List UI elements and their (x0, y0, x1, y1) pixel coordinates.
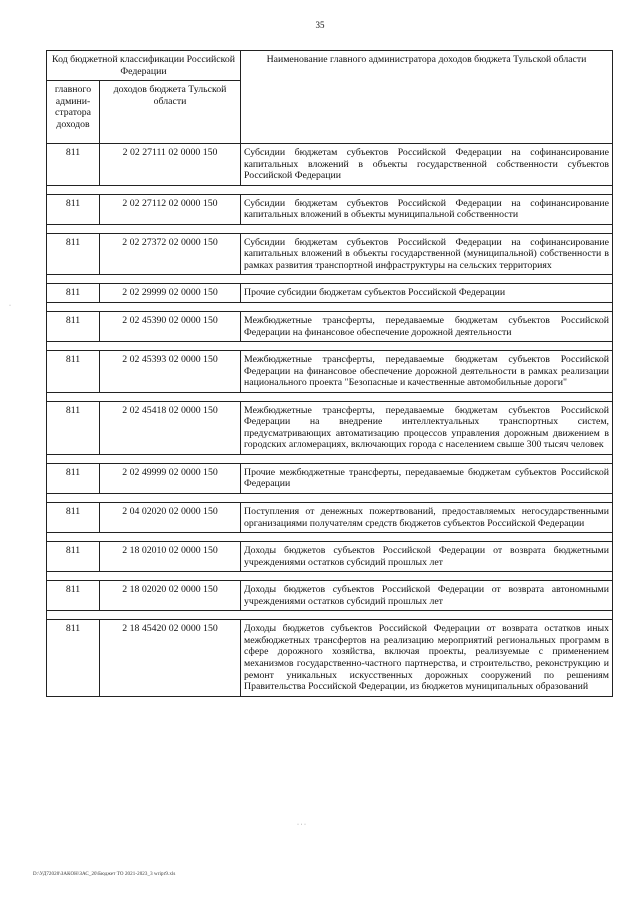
admin-code-cell: 811 (47, 284, 100, 303)
table-row (47, 542, 613, 572)
admin-code-cell: 811 (47, 503, 100, 533)
income-code-cell: 2 02 45418 02 0000 150 (100, 401, 241, 454)
table-row (47, 312, 613, 342)
admin-code-cell: 811 (47, 401, 100, 454)
table-row (47, 144, 613, 186)
admin-code-cell: 811 (47, 351, 100, 393)
name-cell: Поступления от денежных пожертвований, предоставляемых негосударственными организациями получателям средств бюджетов субъектов Российской Федерации (241, 503, 613, 533)
row-gap (47, 454, 613, 463)
file-path-footer: D:\УД72020\ЗАКОН\ЗАС_20\Бюджет ТО 2021-2023_3 wripr9.xls (33, 872, 176, 877)
income-code-cell: 2 04 02020 02 0000 150 (100, 503, 241, 533)
name-cell: Субсидии бюджетам субъектов Российской Федерации на софинансирование капитальных вложений в объекты муниципальной собственности (241, 194, 613, 224)
row-gap (47, 342, 613, 351)
admin-code-cell: 811 (47, 542, 100, 572)
row-gap (47, 533, 613, 542)
name-cell: Субсидии бюджетам субъектов Российской Федерации на софинансирование капитальных вложений в объекты государственной (муниципальной) собственности в рамках развития транспортной инфраструктуры на сельских территориях (241, 233, 613, 275)
income-code-cell: 2 02 45390 02 0000 150 (100, 312, 241, 342)
admin-code-cell: 811 (47, 581, 100, 611)
scan-mark: · (9, 303, 11, 309)
scan-mark: · · · (297, 822, 306, 828)
table-row (47, 351, 613, 393)
row-gap-cell (47, 185, 613, 194)
income-column-header: доходов бюджета Тульской области (100, 81, 241, 144)
table-row (47, 581, 613, 611)
income-code-cell: 2 02 27111 02 0000 150 (100, 144, 241, 186)
budget-revenue-table (46, 50, 613, 697)
row-gap-cell (47, 392, 613, 401)
table-row (47, 194, 613, 224)
income-code-cell: 2 02 27112 02 0000 150 (100, 194, 241, 224)
income-code-cell: 2 02 45393 02 0000 150 (100, 351, 241, 393)
name-cell: Межбюджетные трансферты, передаваемые бюджетам субъектов Российской Федерации на внедрение интеллектуальных транспортных систем, предусматривающих автоматизацию процессов управления дорожным движением в городских агломерациях, включающих города с населением свыше 300 тысяч человек (241, 401, 613, 454)
admin-code-cell: 811 (47, 233, 100, 275)
table-row (47, 233, 613, 275)
name-column-header: Наименование главного администратора доходов бюджета Тульской области (241, 51, 613, 144)
row-gap (47, 275, 613, 284)
table-row (47, 284, 613, 303)
name-cell: Прочие субсидии бюджетам субъектов Российской Федерации (241, 284, 613, 303)
table-row (47, 620, 613, 696)
name-cell: Прочие межбюджетные трансферты, передаваемые бюджетам субъектов Российской Федерации (241, 463, 613, 493)
row-gap-cell (47, 494, 613, 503)
row-gap (47, 303, 613, 312)
name-cell: Межбюджетные трансферты, передаваемые бюджетам субъектов Российской Федерации на финансовое обеспечение дорожной деятельности (241, 312, 613, 342)
row-gap (47, 224, 613, 233)
name-cell: Межбюджетные трансферты, передаваемые бюджетам субъектов Российской Федерации на финансовое обеспечение дорожной деятельности в рамках реализации национального проекта "Безопасные и качественные автомобильные дороги" (241, 351, 613, 393)
row-gap (47, 392, 613, 401)
admin-code-cell: 811 (47, 194, 100, 224)
row-gap (47, 494, 613, 503)
row-gap-cell (47, 611, 613, 620)
table-row (47, 463, 613, 493)
table-row (47, 401, 613, 454)
name-cell: Доходы бюджетов субъектов Российской Федерации от возврата бюджетными учреждениями остатков субсидий прошлых лет (241, 542, 613, 572)
name-cell: Доходы бюджетов субъектов Российской Федерации от возврата остатков иных межбюджетных трансфертов на реализацию мероприятий региональных программ в сфере дорожного хозяйства, включая проекты, реализуемые с применением механизмов государственно-частного партнерства, и строительство, реконструкцию и ремонт уникальных искусственных дорожных сооружений по решениям Правительства Российской Федерации, из бюджетов муниципальных образований (241, 620, 613, 696)
name-cell: Доходы бюджетов субъектов Российской Федерации от возврата автономными учреждениями остатков субсидий прошлых лет (241, 581, 613, 611)
name-cell: Субсидии бюджетам субъектов Российской Федерации на софинансирование капитальных вложений в объекты государственной собственности субъектов Российской Федерации (241, 144, 613, 186)
income-code-cell: 2 02 29999 02 0000 150 (100, 284, 241, 303)
income-code-cell: 2 02 27372 02 0000 150 (100, 233, 241, 275)
admin-code-cell: 811 (47, 312, 100, 342)
admin-column-header: главного админи-стратора доходов (47, 81, 100, 144)
income-code-cell: 2 02 49999 02 0000 150 (100, 463, 241, 493)
row-gap-cell (47, 342, 613, 351)
row-gap-cell (47, 275, 613, 284)
row-gap (47, 611, 613, 620)
page-number: 35 (315, 20, 325, 30)
table-row (47, 503, 613, 533)
admin-code-cell: 811 (47, 620, 100, 696)
row-gap-cell (47, 224, 613, 233)
income-code-cell: 2 18 45420 02 0000 150 (100, 620, 241, 696)
admin-code-cell: 811 (47, 463, 100, 493)
code-group-header: Код бюджетной классификации Российской Федерации (47, 51, 241, 81)
row-gap (47, 572, 613, 581)
table-body (47, 144, 613, 697)
income-code-cell: 2 18 02020 02 0000 150 (100, 581, 241, 611)
admin-code-cell: 811 (47, 144, 100, 186)
row-gap-cell (47, 572, 613, 581)
income-code-cell: 2 18 02010 02 0000 150 (100, 542, 241, 572)
row-gap-cell (47, 533, 613, 542)
row-gap (47, 185, 613, 194)
row-gap-cell (47, 454, 613, 463)
row-gap-cell (47, 303, 613, 312)
